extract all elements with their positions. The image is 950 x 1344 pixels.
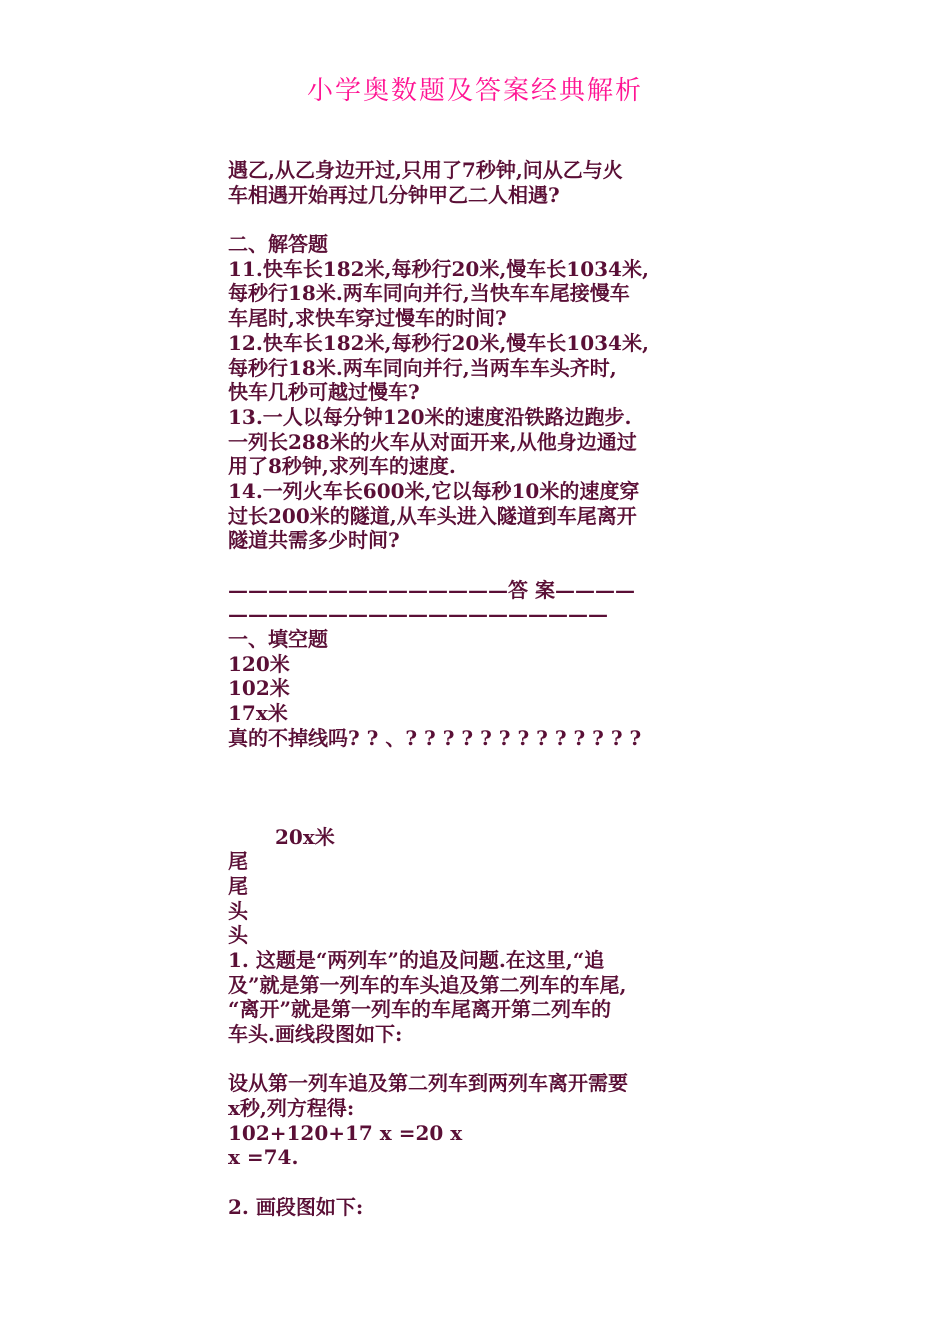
solution-1: 1. 这题是“两列车”的追及问题.在这里,“追 及”就是第一列车的车头追及第二列车的车尾, “离开”就是第一列车的车尾离开第二列车的 车头.画线段图如下: bbox=[228, 947, 627, 1046]
diagram-label-top: 20x米 bbox=[275, 824, 335, 849]
answers-heading: 一、填空题 bbox=[228, 627, 328, 652]
diagram-label-side: 头 bbox=[228, 898, 248, 923]
equation: 102+120+17 x =20 x bbox=[228, 1120, 463, 1145]
solution-setup: x秒,列方程得: bbox=[228, 1096, 355, 1121]
question-12: 12.快车长182米,每秒行20米,慢车长1034米, 每秒行18米.两车同向并行,当两车车头齐时, 快车几秒可越过慢车? bbox=[228, 330, 649, 405]
diagram-label-side: 尾 bbox=[228, 873, 248, 898]
answer-value: 120米 bbox=[228, 651, 290, 676]
equation: x =74. bbox=[228, 1145, 299, 1170]
answer-divider: ——————————————————— bbox=[228, 602, 608, 627]
question-14: 14.一列火车长600米,它以每秒10米的速度穿 过长200米的隧道,从车头进入隧道到车尾离开 隧道共需多少时间? bbox=[228, 478, 640, 553]
garbled-text-line: 真的不掉线吗? ? 、? ? ? ? ? ? ? ? ? ? ? ? ? bbox=[228, 725, 642, 750]
answer-value: 17x米 bbox=[228, 701, 288, 726]
answer-divider: ——————————————答 案———— bbox=[228, 577, 635, 602]
document-body bbox=[228, 158, 728, 1220]
solution-setup: 设从第一列车追及第二列车到两列车离开需要 bbox=[228, 1071, 628, 1096]
question-13: 13.一人以每分钟120米的速度沿铁路边跑步. 一列长288米的火车从对面开来,从他身边通过 用了8秒钟,求列车的速度. bbox=[228, 404, 637, 479]
page-title: 小学奥数题及答案经典解析 bbox=[306, 76, 643, 106]
diagram-label-side: 头 bbox=[228, 923, 248, 948]
question-11: 11.快车长182米,每秒行20米,慢车长1034米, 每秒行18米.两车同向并行,当快车车尾接慢车 车尾时,求快车穿过慢车的时间? bbox=[228, 256, 649, 331]
intro-line: 车相遇开始再过几分钟甲乙二人相遇? bbox=[228, 182, 560, 207]
section-heading-answers-questions: 二、解答题 bbox=[228, 232, 328, 257]
solution-2: 2. 画段图如下: bbox=[228, 1194, 364, 1219]
intro-line: 遇乙,从乙身边开过,只用了7秒钟,问从乙与火 bbox=[228, 158, 623, 182]
diagram-label-side: 尾 bbox=[228, 849, 248, 874]
answer-value: 102米 bbox=[228, 676, 290, 701]
